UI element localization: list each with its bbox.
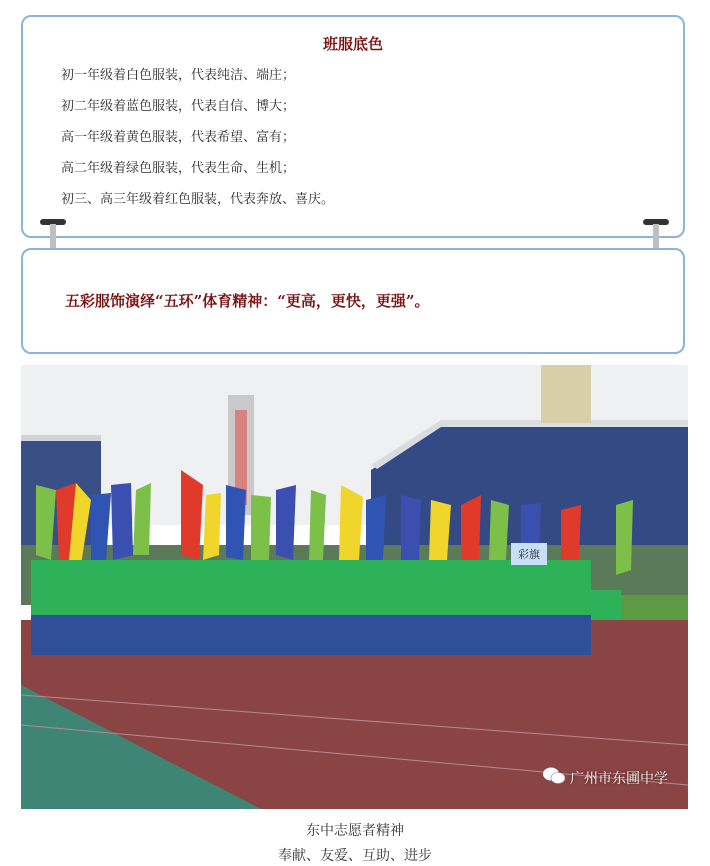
- list-item: 初三、高三年级着红色服装，代表奔放、喜庆。: [61, 192, 335, 207]
- caption-line-2: 奉献、友爱、互助、进步: [278, 848, 432, 864]
- card-title: 班服底色: [322, 35, 383, 53]
- color-list: [61, 68, 683, 223]
- parade-photo: [21, 365, 688, 809]
- list-item: 高二年级着绿色服装，代表生命、生机；: [61, 161, 296, 176]
- watermark: [543, 767, 668, 789]
- list-item: 初一年级着白色服装，代表纯洁、端庄；: [61, 68, 296, 83]
- stadium-scene: [21, 365, 688, 809]
- color-info-card: [21, 15, 685, 238]
- caption-line-1: 东中志愿者精神: [306, 823, 404, 839]
- sign-text: 彩旗: [518, 549, 540, 561]
- wechat-icon: [543, 767, 565, 789]
- list-item: 初二年级着蓝色服装，代表自信、博大；: [61, 99, 296, 114]
- watermark-text: 广州市东圃中学: [570, 771, 668, 787]
- slogan-text: 五彩服饰演绎“五环”体育精神：“更高，更快，更强”。: [65, 292, 430, 310]
- list-item: 高一年级着黄色服装，代表希望、富有；: [61, 130, 296, 145]
- slogan-card: [21, 248, 685, 354]
